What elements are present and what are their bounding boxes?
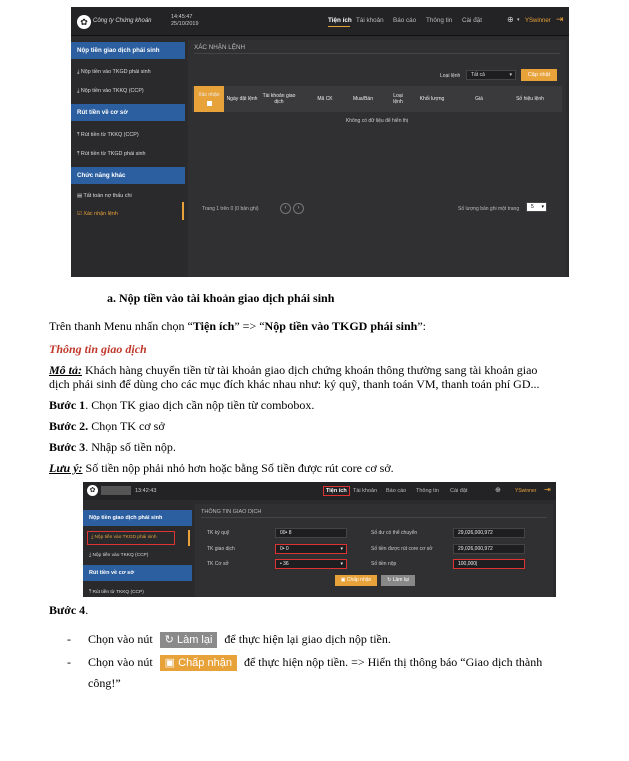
col-order-type: Loại lệnh (393, 93, 403, 105)
field-label-transferable: Số dư có thể chuyển (371, 530, 418, 536)
download-icon: ⤓ (77, 88, 81, 94)
bullet-dash-1: - (67, 632, 71, 646)
nav-tien-ich[interactable]: Tiện ích (323, 486, 350, 496)
divider (201, 517, 547, 518)
description-line-1: Mô tả: Khách hàng chuyển tiền từ tài khoản giao dịch chứng khoán thông thường sang tài khoản giao (49, 363, 538, 377)
nav-active-underline (328, 26, 350, 27)
nav-bao-cao[interactable]: Báo cáo (393, 17, 417, 24)
prev-page-button[interactable]: ‹ (280, 203, 291, 214)
nav-thong-tin[interactable]: Thông tin (416, 488, 439, 494)
bullet-dash-2: - (67, 655, 71, 669)
next-page-button[interactable]: › (293, 203, 304, 214)
field-label-base-account: TK Cơ sở (207, 561, 229, 567)
deposit-form-panel (195, 504, 553, 597)
pagination-info: Trang 1 trên 0 (0 bản ghi) (202, 206, 259, 212)
upload-icon: ⤒ (89, 590, 93, 595)
bullet-confirm: Chọn vào nút ▣ Chấp nhận để thực hiện nộp tiền. => Hiển thị thông báo “Giao dịch thành (88, 655, 543, 670)
description-line-2: dịch phái sinh để dùng cho các mục đích khác nhau như: ký quỹ, thanh toán VM, thanh toán phí GD... (49, 377, 540, 391)
field-label-trading-account: TK giao dịch (207, 546, 235, 552)
chevron-down-icon: ▾ (509, 72, 512, 78)
sidebar-item-withdraw-tkkq[interactable]: ⤒ Rút tiền từ TKKQ (CCP) (89, 590, 144, 595)
clock-date: 25/10/2019 (171, 21, 199, 27)
col-confirm[interactable]: Xác nhận (194, 86, 224, 112)
chevron-down-icon: ▾ (340, 546, 343, 552)
logout-icon[interactable]: ⇥ (556, 14, 564, 24)
download-icon: ⤓ (91, 535, 95, 540)
margin-account-field: 00• 8 (275, 528, 347, 538)
sidebar-section-withdraw[interactable]: Rút tiền về cơ sở (83, 565, 192, 581)
confirm-button[interactable]: ▣ Chấp nhận (335, 575, 377, 586)
globe-icon[interactable]: ⊕ (507, 15, 514, 24)
screenshot-deposit-form (83, 482, 556, 597)
field-label-withdrawable: Số tiền được rút core cơ sở (371, 546, 433, 552)
sidebar-item-withdraw-tkgd[interactable]: ⤒ Rút tiền từ TKGD phái sinh (77, 151, 146, 157)
bullet-reset: Chọn vào nút ↻ Làm lại để thực hiện lại giao dịch nộp tiền. (88, 632, 391, 647)
sidebar-section-deposit[interactable]: Nộp tiền giao dịch phái sinh (83, 510, 192, 526)
active-indicator (188, 530, 190, 546)
step-1: Bước 1. Chọn TK giao dịch cần nộp tiền từ combobox. (49, 398, 315, 412)
confirm-button-inline: ▣ Chấp nhận (160, 655, 237, 671)
chevron-down-icon[interactable]: ▾ (517, 17, 520, 23)
company-logo-icon: ✿ (77, 15, 91, 29)
download-icon: ⤓ (77, 69, 81, 75)
empty-message: Không có dữ liệu để hiển thị (345, 118, 409, 124)
logo-placeholder (101, 486, 131, 495)
col-quantity: Khối lượng (419, 96, 445, 102)
sidebar-item-deposit-tkkq[interactable]: ⤓ Nộp tiền vào TKKQ (CCP) (77, 88, 144, 94)
top-bar (83, 482, 556, 500)
step-2: Bước 2. Chọn TK cơ sở (49, 419, 165, 433)
clock-time: 13:42:43 (135, 488, 157, 494)
sidebar-item-deposit-tkkq[interactable]: ⤓ Nộp tiền vào TKKQ (CCP) (89, 553, 149, 558)
col-order-number: Số hiệu lệnh (516, 96, 544, 102)
active-indicator (182, 202, 184, 220)
col-symbol: Mã CK (317, 96, 333, 102)
nav-tai-khoan[interactable]: Tài khoản (353, 488, 378, 494)
order-type-select[interactable]: Tất cả ▾ (466, 70, 516, 80)
step-4: Bước 4. (49, 603, 89, 617)
field-label-deposit-amount: Số tiền nộp (371, 561, 397, 567)
reset-button-inline: ↻ Làm lại (160, 632, 218, 648)
user-name[interactable]: YSwinner (525, 18, 551, 24)
nav-tai-khoan[interactable]: Tài khoản (356, 17, 384, 24)
field-label-margin-account: TK ký quỹ (207, 530, 230, 536)
sidebar (71, 36, 185, 277)
user-name[interactable]: YSwinner (515, 488, 537, 494)
clock-time: 14:45:47 (171, 14, 193, 20)
upload-icon: ⤒ (77, 132, 81, 138)
sidebar-item-deposit-tkgd[interactable]: ⤓ Nộp tiền vào TKGD phái sinh (87, 531, 175, 545)
clock (171, 14, 199, 28)
list-icon: ▤ (77, 193, 84, 199)
checkbox-icon: ☑ (77, 211, 84, 217)
transferable-balance-field: 29,026,000,972 (453, 528, 525, 538)
sidebar-item-confirm-order[interactable]: ☑ Xác nhận lệnh (77, 211, 118, 217)
select-all-checkbox[interactable] (207, 101, 212, 106)
sidebar-item-deposit-tkgd[interactable]: ⤓ Nộp tiền vào TKGD phái sinh (77, 69, 151, 75)
trading-account-select[interactable]: 0• 0 ▾ (275, 544, 347, 554)
screenshot-confirm-order (71, 7, 569, 277)
nav-cai-dat[interactable]: Cài đặt (450, 488, 468, 494)
save-icon: ▣ (340, 577, 347, 583)
top-bar (71, 7, 569, 36)
nav-bao-cao[interactable]: Báo cáo (386, 488, 407, 494)
refresh-icon: ↻ (387, 577, 393, 583)
nav-thong-tin[interactable]: Thông tin (426, 17, 453, 24)
nav-tien-ich[interactable]: Tiện ích (328, 17, 352, 24)
withdrawable-core-field: 29,026,000,972 (453, 544, 525, 554)
sidebar-item-withdraw-tkkq[interactable]: ⤒ Rút tiền từ TKKQ (CCP) (77, 132, 139, 138)
col-price: Giá (475, 96, 483, 102)
heading-a: a. Nộp tiền vào tài khoản giao dịch phái sinh (107, 291, 335, 305)
sidebar-section-deposit[interactable]: Nộp tiền giao dịch phái sinh (71, 42, 185, 59)
bullet-confirm-cont: công!” (88, 676, 121, 690)
rows-per-page-select[interactable]: 5 ▾ (526, 202, 547, 212)
update-button[interactable]: Cập nhật (521, 69, 557, 81)
note: Lưu ý: Số tiền nộp phải nhỏ hơn hoặc bằng Số tiền được rút core cơ sở. (49, 461, 394, 475)
panel-title: THÔNG TIN GIAO DỊCH (201, 509, 262, 515)
chevron-down-icon: ▾ (541, 204, 544, 210)
globe-icon[interactable]: ⊕ (495, 487, 501, 494)
step-3: Bước 3. Nhập số tiền nộp. (49, 440, 176, 454)
section-title: Thông tin giao dịch (49, 342, 147, 356)
filter-label: Loại lệnh (440, 73, 461, 79)
reset-button[interactable]: ↻ Làm lại (381, 575, 415, 586)
download-icon: ⤓ (89, 553, 93, 558)
col-buy-sell: Mua/Bán (352, 96, 373, 102)
base-account-select[interactable]: • 36 ▾ (275, 559, 347, 569)
nav-cai-dat[interactable]: Cài đặt (462, 17, 482, 24)
col-trading-account: Tài khoản giao dịch (262, 93, 296, 105)
menu-instruction: Trên thanh Menu nhấn chọn “Tiện ích” => “Nộp tiền vào TKGD phái sinh”: (49, 319, 427, 333)
col-order-date: Ngày đặt lệnh (226, 96, 258, 102)
company-logo-icon: ✿ (87, 485, 98, 496)
confirm-order-panel (188, 40, 566, 277)
deposit-amount-input[interactable]: 100,000| (453, 559, 525, 569)
divider (194, 53, 560, 54)
save-icon: ▣ (164, 657, 179, 670)
sidebar (83, 502, 192, 597)
chevron-down-icon: ▾ (340, 561, 343, 567)
panel-title: XÁC NHẬN LỆNH (194, 44, 246, 51)
sidebar-section-other[interactable]: Chức năng khác (71, 167, 185, 184)
sidebar-item-overdraft[interactable]: ▤ Tất toán nợ thấu chi (77, 193, 132, 199)
upload-icon: ⤒ (77, 151, 81, 157)
logo-text: Công ty Chứng khoán (93, 18, 152, 24)
rows-per-page-label: Số lượng bản ghi một trang (458, 206, 520, 212)
refresh-icon: ↻ (164, 634, 177, 647)
sidebar-section-withdraw[interactable]: Rút tiền về cơ sở (71, 104, 185, 121)
logout-icon[interactable]: ⇥ (544, 485, 551, 494)
